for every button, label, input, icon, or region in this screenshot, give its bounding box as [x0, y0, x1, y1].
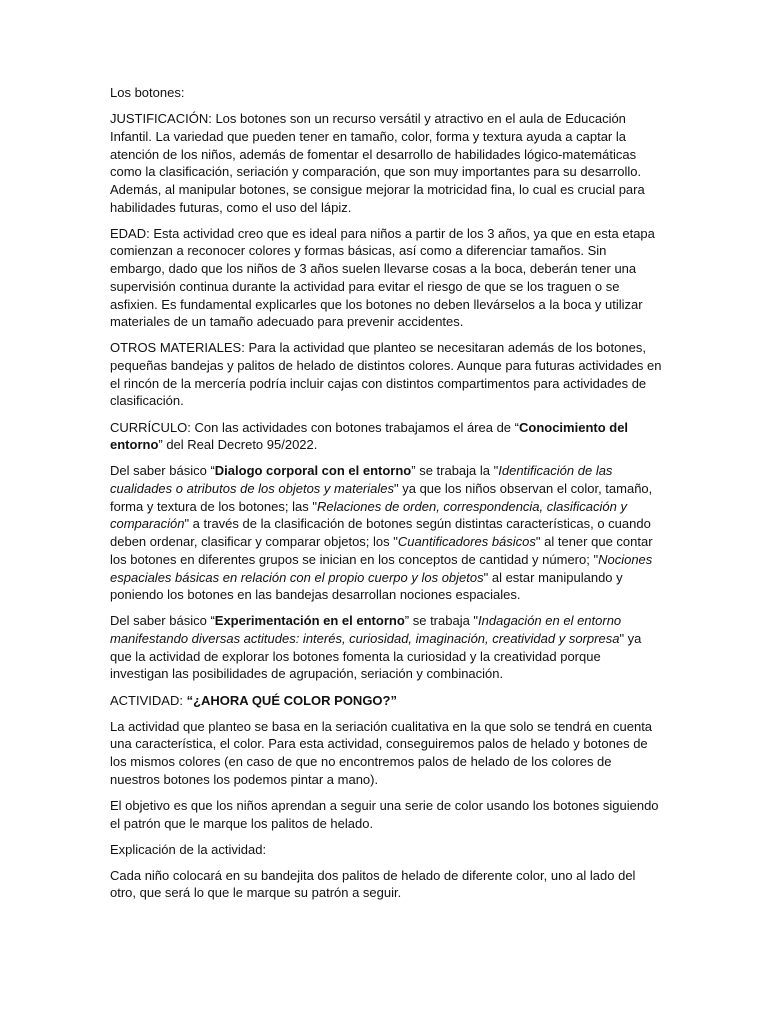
saber1-text-5: " al tener que contar los botones en diferentes grupos se inician en los conceptos de cantidad y número; " [110, 534, 653, 567]
paragraph-saber-experimentacion [110, 612, 662, 683]
saber2-text-2: ” se trabaja " [404, 613, 479, 629]
paragraph-actividad [110, 692, 662, 710]
document-heading: Los botones: [110, 85, 185, 100]
paragraph-saber-dialogo [110, 462, 662, 604]
saber2-italic-1: Indagación en el entorno manifestando diversas actitudes: interés, curiosidad, imaginación, creatividad y sorpresa [110, 613, 622, 647]
paragraph-explicacion: Cada niño colocará en su bandejita dos palitos de helado de diferente color, uno al lado del otro, que será lo que le marque su patrón a seguir. [110, 867, 636, 901]
saber1-italic-1: Identificación de las cualidades o atributos de los objetos y materiales [110, 463, 613, 497]
saber1-italic-4: Nociones espaciales básicas en relación con el propio cuerpo y los objetos [110, 551, 653, 585]
paragraph-edad: EDAD: Esta actividad creo que es ideal para niños a partir de los 3 años, ya que en esta etapa comienzan a reconocer colores y formas básicas, así como a diferenciar tamaños. Sin embargo, dado que los niños de 3 años suelen llevarse cosas a la boca, deberán tener una supervisión continua durante la actividad para evitar el riesgo de que se los traguen o se asfixien. Es fundamental explicarles que los botones no deben llevárselos a la boca y utilizar materiales de un tamaño adecuado para prevenir accidentes. [110, 225, 655, 330]
curriculo-area-bold: Conocimiento del entorno [110, 419, 629, 453]
paragraph-objetivo: El objetivo es que los niños aprendan a seguir una serie de color usando los botones siguiendo el patrón que le marque los palitos de helado. [110, 797, 659, 831]
saber2-text-1: Del saber básico “ [110, 613, 215, 629]
saber1-italic-3: Cuantificadores básicos [397, 534, 536, 550]
saber1-italic-2: Relaciones de orden, correspondencia, clasificación y comparación [110, 498, 627, 532]
paragraph-explicacion-heading: Explicación de la actividad: [110, 841, 267, 857]
saber1-text-6: " al estar manipulando y poniendo los botones en las bandejas desarrollan nociones espaciales. [110, 569, 623, 603]
saber1-text-3: " ya que los niños observan el color, tamaño, forma y textura de los botones; las " [110, 481, 653, 514]
saber1-text-2: ” se trabaja la " [411, 463, 499, 479]
curriculo-text-end: ” del Real Decreto 95/2022. [158, 437, 318, 453]
saber1-text-4: " a través de la clasificación de botones según distintas características, o cuando deben ordenar, clasificar y comparar objetos; los " [110, 516, 651, 550]
paragraph-otros-materiales: OTROS MATERIALES: Para la actividad que planteo se necesitaran además de los botones, pequeñas bandejas y palitos de helado de distintos colores. Aunque para futuras actividades en el rincón de la mercería podría incluir cajas con distintos compartimentos para actividades de clasificación. [110, 340, 662, 409]
paragraph-curriculo [110, 419, 662, 454]
actividad-label: ACTIVIDAD: [110, 692, 187, 708]
saber1-bold: Dialogo corporal con el entorno [214, 463, 412, 479]
paragraph-justificacion: JUSTIFICACIÓN: Los botones son un recurso versátil y atractivo en el aula de Educación Infantil. La variedad que pueden tener en tamaño, color, forma y textura ayuda a captar la atención de los niños, además de fomentar el desarrollo de habilidades lógico-matemáticas como la clasificación, seriación y comparación, que son muy importantes para su desarrollo. Además, al manipular botones, se consigue mejorar la motricidad fina, lo cual es crucial para habilidades futuras, como el uso del lápiz. [110, 111, 645, 215]
paragraph-actividad-descripcion: La actividad que planteo se basa en la seriación cualitativa en la que solo se tendrá en cuenta una característica, el color. Para esta actividad, conseguiremos palos de helado y botones de los mismos colores (en caso de que no encontremos palos de helado de los colores de nuestros botones los podemos pintar a mano). [110, 718, 653, 787]
saber2-bold: Experimentación en el entorno [214, 613, 405, 629]
saber1-text-1: Del saber básico “ [110, 463, 215, 479]
curriculo-text: CURRÍCULO: Con las actividades con botones trabajamos el área de “ [110, 419, 519, 435]
actividad-title: “¿AHORA QUÉ COLOR PONGO?” [186, 692, 397, 708]
saber2-text-3: " ya que la actividad de explorar los botones fomenta la curiosidad y la creatividad porque investigan las posibilidades de agrupación, seriación y combinación. [110, 631, 642, 682]
document-page [110, 84, 662, 911]
